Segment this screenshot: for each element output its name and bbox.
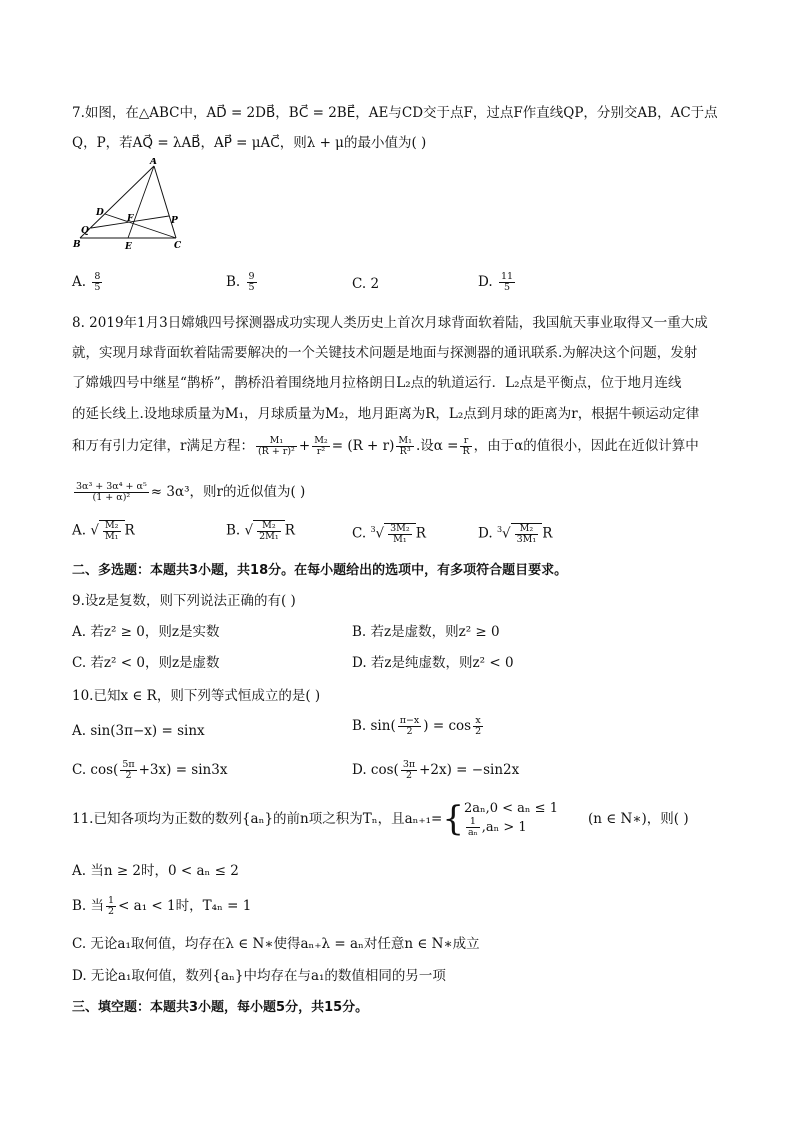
q9-option-b: B. 若z是虚数，则z² ≥ 0 bbox=[352, 624, 500, 640]
triangle-figure bbox=[72, 158, 192, 250]
q8-option-c: C. $^3$√ $\frac{\text{3M₂}}{\text{M₁}}$ R bbox=[352, 523, 426, 545]
q7-option-d: D. $\frac{11}{5}$ bbox=[478, 271, 514, 293]
q8-line3: 了嫦娥四号中继星“鹊桥”，鹊桥沿着围绕地月拉格朗日L₂点的轨道运行．L₂点是平衡点，位于地月连线 bbox=[72, 375, 682, 391]
q11-option-b: B. 当 $\frac{1}{2}$ < a₁ < 1时，T₄ₙ = 1 bbox=[72, 895, 252, 917]
q8-option-d: D. $^3$√ $\frac{\text{M₂}}{\text{3M₁}}$ R bbox=[478, 523, 553, 545]
section-2-heading: 二、多选题：本题共3小题，共18分。在每小题给出的选项中，有多项符合题目要求。 bbox=[72, 563, 568, 578]
q10-option-d: D. cos( $\frac{3\pi}{2}$ +2x) = −sin2x bbox=[352, 759, 520, 781]
q7-option-c: C. 2 bbox=[352, 276, 380, 292]
q11-option-a: A. 当n ≥ 2时，0 < aₙ ≤ 2 bbox=[72, 863, 239, 879]
label-D: D bbox=[96, 208, 104, 218]
label-F: F bbox=[127, 214, 134, 224]
label-P: P bbox=[171, 216, 178, 226]
q8-line6: $\frac{\text{3α³ + 3α⁴ + α⁵}}{\text{(1 + α)²}}$ ≈ 3α³，则r的近似值为( ) bbox=[76, 481, 306, 503]
label-E: E bbox=[125, 242, 132, 250]
q8-line5: 和万有引力定律，r满足方程： $\frac{\text{M₁}}{\text{(R + r)²}}$ + $\frac{\text{M₂}}{\text{r²}}$ = (R + r) $\frac{\text{M₁}}{\text{R³}}$ .设α = $\frac{r}{R}$ ，由于α的值很小，因此在近似计算中 bbox=[72, 435, 699, 457]
q8-line2: 就，实现月球背面软着陆需要解决的一个关键技术问题是地面与探测器的通讯联系.为解决这个问题，发射 bbox=[72, 345, 698, 361]
q9-option-c: C. 若z² < 0，则z是虚数 bbox=[72, 655, 220, 671]
q10-option-a: A. sin(3π−x) = sinx bbox=[72, 723, 205, 739]
q8-option-a: A. √ $\frac{\text{M₂}}{\text{M₁}}$ R bbox=[72, 520, 135, 542]
q10-stem: 10.已知x ∈ R，则下列等式恒成立的是( ) bbox=[72, 688, 321, 704]
label-Q: Q bbox=[81, 226, 89, 236]
q9-option-d: D. 若z是纯虚数，则z² < 0 bbox=[352, 655, 514, 671]
q11-option-d: D. 无论a₁取何值，数列{aₙ}中均存在与a₁的数值相同的另一项 bbox=[72, 968, 446, 984]
q7-line2: Q，P，若AQ⃗ = λAB⃗，AP⃗ = μAC⃗，则λ + μ的最小值为( ) bbox=[72, 135, 427, 151]
q11-option-c: C. 无论a₁取何值，均存在λ ∈ N∗使得aₙ₊λ = aₙ对任意n ∈ N∗成立 bbox=[72, 936, 480, 952]
q10-option-c: C. cos( $\frac{5\pi}{2}$ +3x) = sin3x bbox=[72, 759, 228, 781]
q11-stem: 11.已知各项均为正数的数列{aₙ}的前n项之积为Tₙ，且aₙ₊₁={2aₙ,0 < aₙ ≤ 1 $\frac{1}{\text{aₙ}}$ ,aₙ > 1(n ∈ N∗)，则( ) bbox=[72, 799, 689, 839]
label-C: C bbox=[174, 241, 182, 250]
q9-option-a: A. 若z² ≥ 0，则z是实数 bbox=[72, 624, 220, 640]
q8-line1: 8. 2019年1月3日嫦娥四号探测器成功实现人类历史上首次月球背面软着陆，我国航天事业取得又一重大成 bbox=[72, 315, 708, 331]
q7-option-b: B. $\frac{9}{5}$ bbox=[226, 271, 255, 293]
label-A: A bbox=[150, 158, 157, 167]
section-3-heading: 三、填空题：本题共3小题，每小题5分，共15分。 bbox=[72, 1000, 369, 1015]
q10-option-b: B. sin( $\frac{\pi-x}{2}$ ) = cos $\frac{x}{2}$ bbox=[352, 715, 482, 737]
q7-option-a: A. $\frac{8}{5}$ bbox=[72, 271, 101, 293]
q9-stem: 9.设z是复数，则下列说法正确的有( ) bbox=[72, 593, 296, 609]
q7-line1: 7.如图，在△ABC中，AD⃗ = 2DB⃗，BC⃗ = 2BE⃗，AE与CD交于点F，过点F作直线QP，分别交AB，AC于点 bbox=[72, 105, 718, 121]
label-B: B bbox=[73, 240, 81, 250]
q8-option-b: B. √ $\frac{\text{M₂}}{\text{2M₁}}$ R bbox=[226, 520, 295, 542]
q8-line4: 的延长线上.设地球质量为M₁，月球质量为M₂，地月距离为R，L₂点到月球的距离为r，根据牛顿运动定律 bbox=[72, 406, 700, 422]
